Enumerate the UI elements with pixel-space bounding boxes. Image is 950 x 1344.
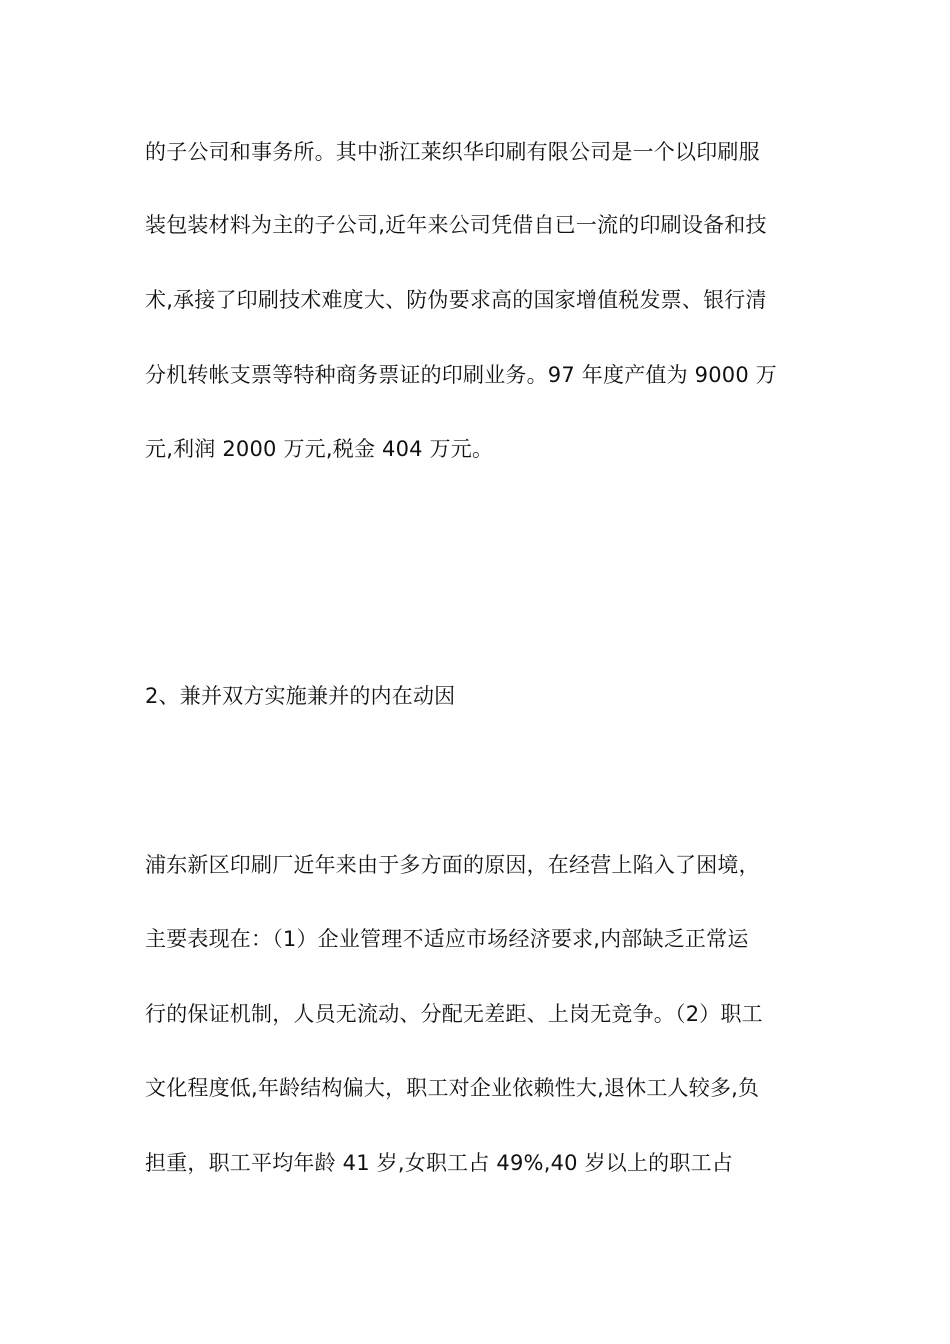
paragraph-1-line-4: 分机转帐支票等特种商务票证的印刷业务。97 年度产值为 9000 万 xyxy=(145,363,777,387)
paragraph-1-line-2: 装包装材料为主的子公司,近年来公司凭借自已一流的印刷设备和技 xyxy=(145,213,767,237)
paragraph-2-line-3: 行的保证机制，人员无流动、分配无差距、上岗无竞争。（2）职工 xyxy=(145,1002,763,1026)
paragraph-2-line-2: 主要表现在：（1）企业管理不适应市场经济要求,内部缺乏正常运 xyxy=(145,927,749,951)
paragraph-1-line-1: 的子公司和事务所。其中浙江莱织华印刷有限公司是一个以印刷服 xyxy=(145,140,760,164)
paragraph-1-line-5: 元,利润 2000 万元,税金 404 万元。 xyxy=(145,437,494,461)
paragraph-1-line-3: 术,承接了印刷技术难度大、防伪要求高的国家增值税发票、银行清 xyxy=(145,288,767,312)
paragraph-2-line-5: 担重，职工平均年龄 41 岁,女职工占 49%,40 岁以上的职工占 xyxy=(145,1151,733,1175)
section-heading: 2、兼并双方实施兼并的内在动因 xyxy=(145,684,456,708)
paragraph-2-line-1: 浦东新区印刷厂近年来由于多方面的原因，在经营上陷入了困境， xyxy=(145,853,760,877)
paragraph-2-line-4: 文化程度低,年龄结构偏大，职工对企业依赖性大,退休工人较多,负 xyxy=(145,1076,760,1100)
